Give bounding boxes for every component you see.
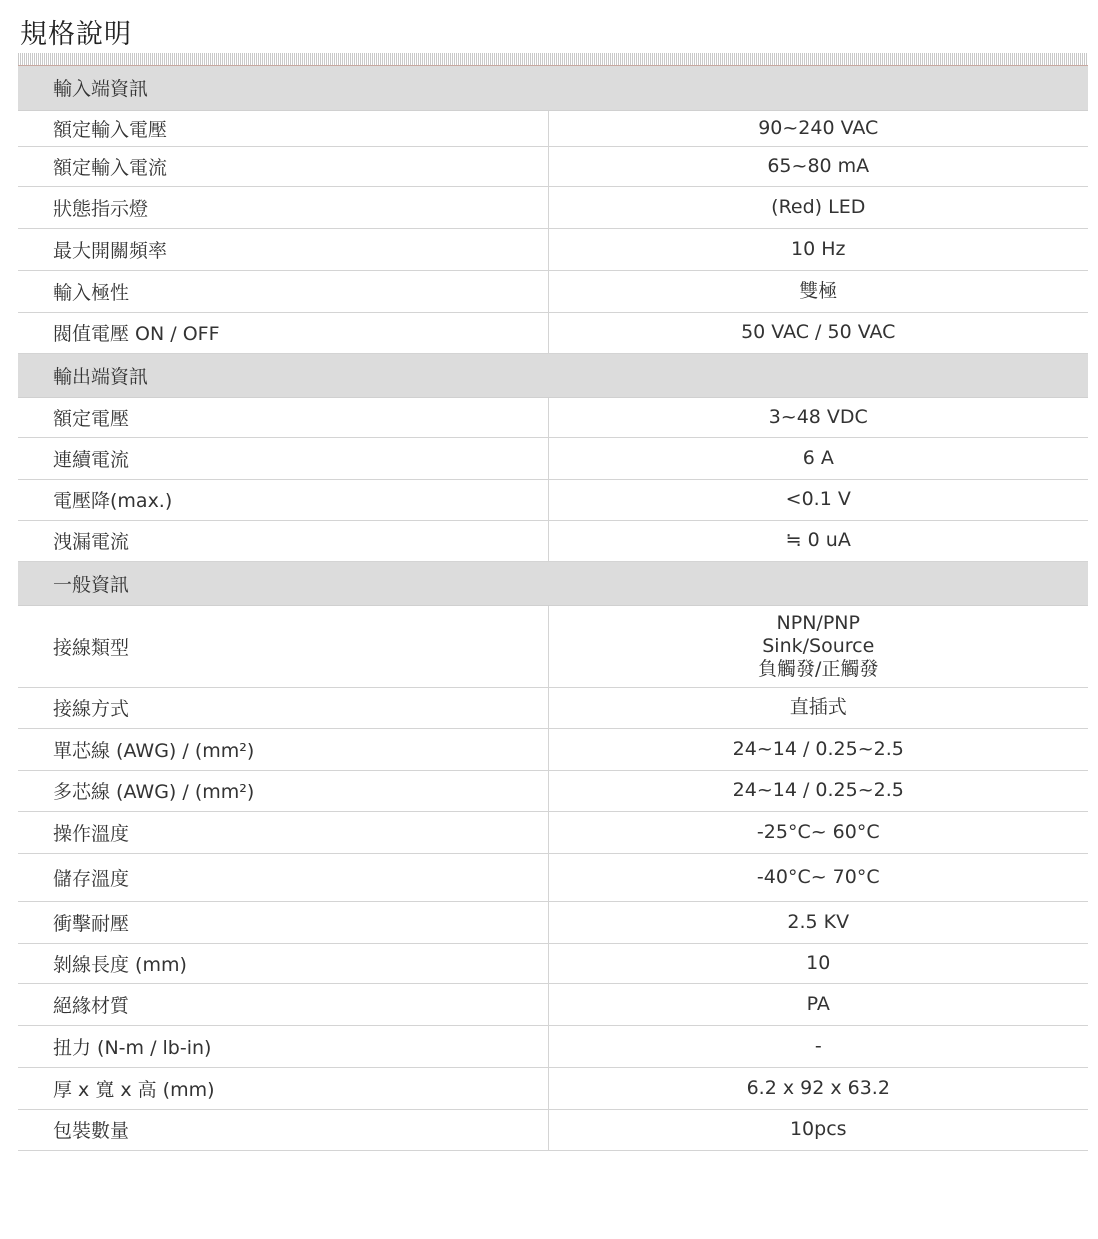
spec-label: 包裝數量: [18, 1109, 548, 1150]
spec-label: 洩漏電流: [18, 520, 548, 561]
spec-value-line: 65~80 mA: [767, 154, 870, 177]
spec-value-line: -25°C~ 60°C: [756, 820, 880, 843]
spec-value-line: 90~240 VAC: [758, 116, 879, 139]
spec-value-line: 2.5 KV: [787, 910, 850, 933]
spec-value-line: ≒ 0 uA: [785, 529, 851, 551]
spec-value-line: (Red) LED: [771, 195, 866, 218]
spec-row: [18, 110, 1088, 146]
spec-label: 最大開關頻率: [18, 228, 548, 270]
spec-row: [18, 146, 1088, 186]
spec-value-line: 10 Hz: [791, 237, 846, 260]
section-header: [18, 66, 1088, 110]
spec-label: 連續電流: [18, 437, 548, 479]
spec-label: 接線類型: [18, 605, 548, 687]
section-title: 輸入端資訊: [18, 66, 1088, 110]
spec-value-line: -40°C~ 70°C: [756, 865, 880, 888]
spec-value: [548, 943, 1088, 983]
spec-label: 衝擊耐壓: [18, 901, 548, 943]
spec-value-line: 3~48 VDC: [768, 405, 868, 428]
spec-label: 單芯線 (AWG) / (mm²): [18, 728, 548, 770]
spec-label: 厚 x 寬 x 高 (mm): [18, 1067, 548, 1109]
spec-label: 電壓降(max.): [18, 479, 548, 520]
spec-row: [18, 1025, 1088, 1067]
spec-row: [18, 983, 1088, 1025]
spec-label: 額定輸入電壓: [18, 110, 548, 146]
spec-value: [548, 901, 1088, 943]
spec-label: 閥值電壓 ON / OFF: [18, 312, 548, 353]
spec-row: [18, 479, 1088, 520]
spec-value-line: 負觸發/正觸發: [758, 657, 879, 680]
spec-row: [18, 1067, 1088, 1109]
spec-label: 輸入極性: [18, 270, 548, 312]
spec-value: [548, 437, 1088, 479]
spec-value: [548, 605, 1088, 687]
spec-value-line: 10pcs: [789, 1118, 847, 1140]
section-title: 輸出端資訊: [18, 353, 1088, 397]
spec-label: 額定輸入電流: [18, 146, 548, 186]
page-title: 規格說明: [20, 19, 132, 50]
spec-value: [548, 312, 1088, 353]
spec-label: 儲存溫度: [18, 853, 548, 901]
spec-value: [548, 270, 1088, 312]
spec-value-line: 直插式: [789, 696, 847, 718]
spec-value: [548, 1025, 1088, 1067]
section-header: [18, 561, 1088, 605]
spec-value-line: 10: [806, 951, 831, 974]
spec-value: [548, 520, 1088, 561]
spec-value-line: PA: [806, 992, 830, 1015]
spec-row: [18, 728, 1088, 770]
spec-value-line: 6.2 x 92 x 63.2: [746, 1076, 890, 1099]
spec-row: [18, 228, 1088, 270]
spec-table-body: [18, 66, 1088, 1150]
spec-row: [18, 901, 1088, 943]
spec-row: [18, 943, 1088, 983]
spec-label: 剝線長度 (mm): [18, 943, 548, 983]
section-title: 一般資訊: [18, 561, 1088, 605]
spec-row: [18, 520, 1088, 561]
spec-value: [548, 811, 1088, 853]
spec-value: [548, 146, 1088, 186]
spec-value: [548, 479, 1088, 520]
title-divider: [18, 53, 1088, 65]
spec-row: [18, 770, 1088, 811]
spec-label: 扭力 (N-m / lb-in): [18, 1025, 548, 1067]
spec-row: [18, 811, 1088, 853]
section-header: [18, 353, 1088, 397]
spec-value-line: Sink/Source: [762, 634, 875, 657]
spec-label: 狀態指示燈: [18, 186, 548, 228]
spec-label: 絕緣材質: [18, 983, 548, 1025]
spec-row: [18, 186, 1088, 228]
spec-value-line: 24~14 / 0.25~2.5: [732, 779, 904, 801]
spec-value-line: NPN/PNP: [776, 611, 860, 634]
spec-value: [548, 687, 1088, 728]
spec-value: [548, 110, 1088, 146]
spec-row: [18, 605, 1088, 687]
spec-row: [18, 270, 1088, 312]
spec-value-line: 6 A: [802, 446, 834, 469]
spec-row: [18, 853, 1088, 901]
spec-value: [548, 770, 1088, 811]
spec-row: [18, 1109, 1088, 1150]
spec-value: [548, 397, 1088, 437]
spec-value: [548, 853, 1088, 901]
spec-value-line: -: [814, 1034, 822, 1057]
spec-label: 額定電壓: [18, 397, 548, 437]
spec-value-line: 24~14 / 0.25~2.5: [732, 737, 904, 760]
spec-value: [548, 186, 1088, 228]
spec-label: 接線方式: [18, 687, 548, 728]
spec-table: [18, 66, 1088, 1151]
spec-value: [548, 228, 1088, 270]
spec-value: [548, 1067, 1088, 1109]
spec-label: 多芯線 (AWG) / (mm²): [18, 770, 548, 811]
spec-row: [18, 397, 1088, 437]
spec-value: [548, 1109, 1088, 1150]
spec-label: 操作溫度: [18, 811, 548, 853]
spec-value-line: 雙極: [799, 279, 838, 302]
spec-value: [548, 983, 1088, 1025]
spec-value-line: 50 VAC / 50 VAC: [741, 321, 896, 343]
spec-row: [18, 437, 1088, 479]
spec-row: [18, 687, 1088, 728]
spec-value: [548, 728, 1088, 770]
spec-row: [18, 312, 1088, 353]
spec-value-line: <0.1 V: [785, 488, 851, 510]
